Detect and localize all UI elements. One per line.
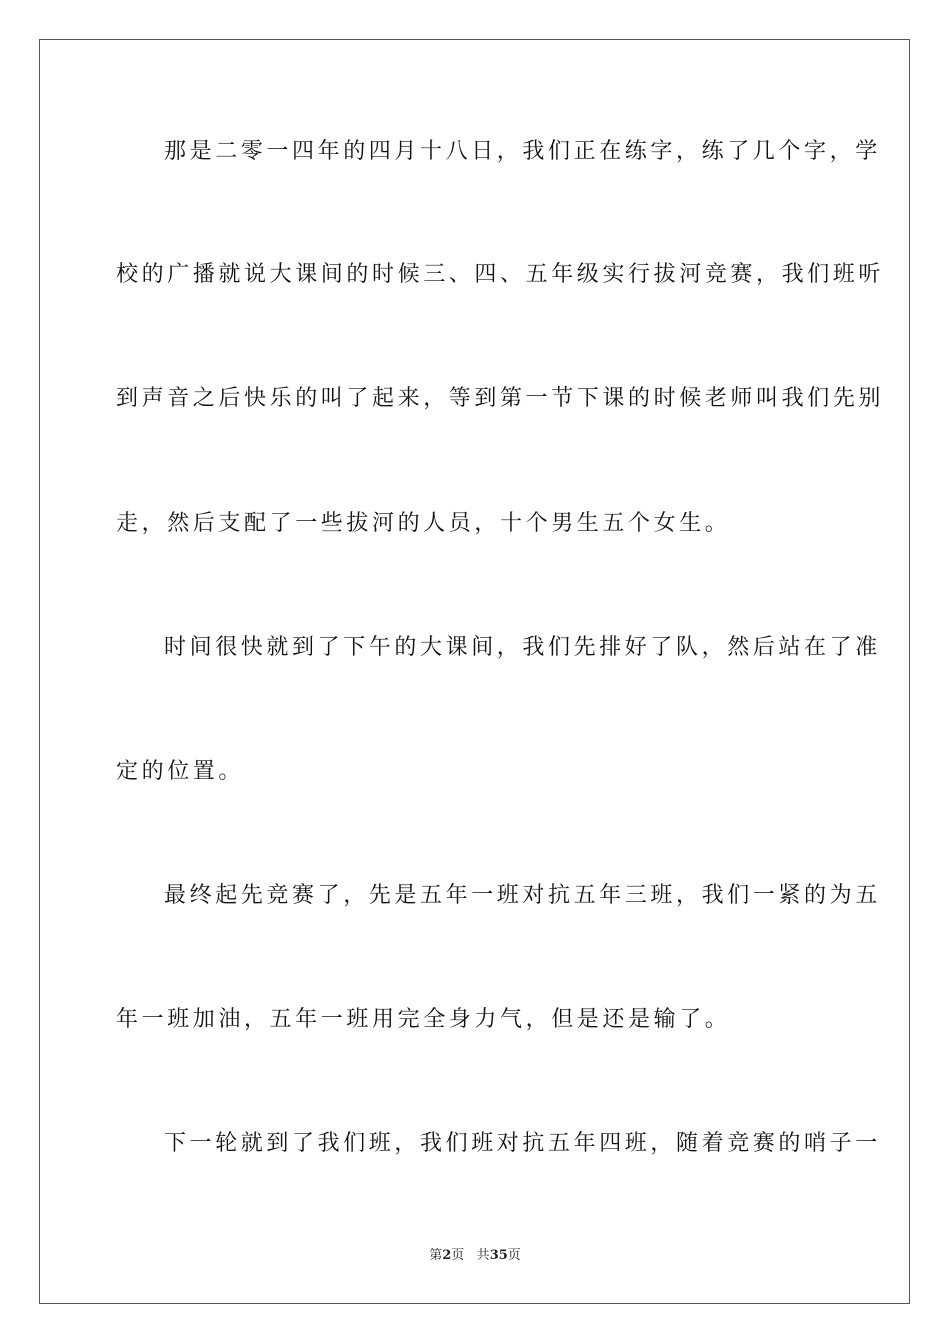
page-frame — [39, 39, 910, 1304]
page-number: 2 — [442, 1248, 452, 1263]
paragraph-4-line-1: 下一轮就到了我们班，我们班对抗五年四班，随着竞赛的哨子一 — [164, 1131, 881, 1156]
page-prefix: 第 — [429, 1248, 443, 1263]
paragraph-1-line-1: 那是二零一四年的四月十八日，我们正在练字，练了几个字，学 — [164, 139, 881, 164]
total-suffix: 页 — [507, 1248, 521, 1263]
total-pages: 35 — [489, 1248, 508, 1263]
paragraph-1-line-4: 走，然后支配了一些拔河的人员，十个男生五个女生。 — [116, 511, 731, 536]
paragraph-1-line-3: 到声音之后快乐的叫了起来，等到第一节下课的时候老师叫我们先别 — [116, 386, 885, 411]
page-suffix: 页 — [451, 1248, 465, 1263]
paragraph-2-line-1: 时间很快就到了下午的大课间，我们先排好了队，然后站在了准 — [164, 635, 881, 660]
paragraph-3-line-1: 最终起先竞赛了，先是五年一班对抗五年三班，我们一紧的为五 — [164, 883, 881, 908]
paragraph-3-line-2: 年一班加油，五年一班用完全身力气，但是还是输了。 — [116, 1007, 731, 1032]
total-prefix: 共 — [476, 1248, 490, 1263]
paragraph-2-line-2: 定的位置。 — [116, 759, 245, 784]
page-footer — [0, 1248, 950, 1264]
paragraph-1-line-2: 校的广播就说大课间的时候三、四、五年级实行拔河竞赛，我们班听 — [116, 262, 885, 287]
